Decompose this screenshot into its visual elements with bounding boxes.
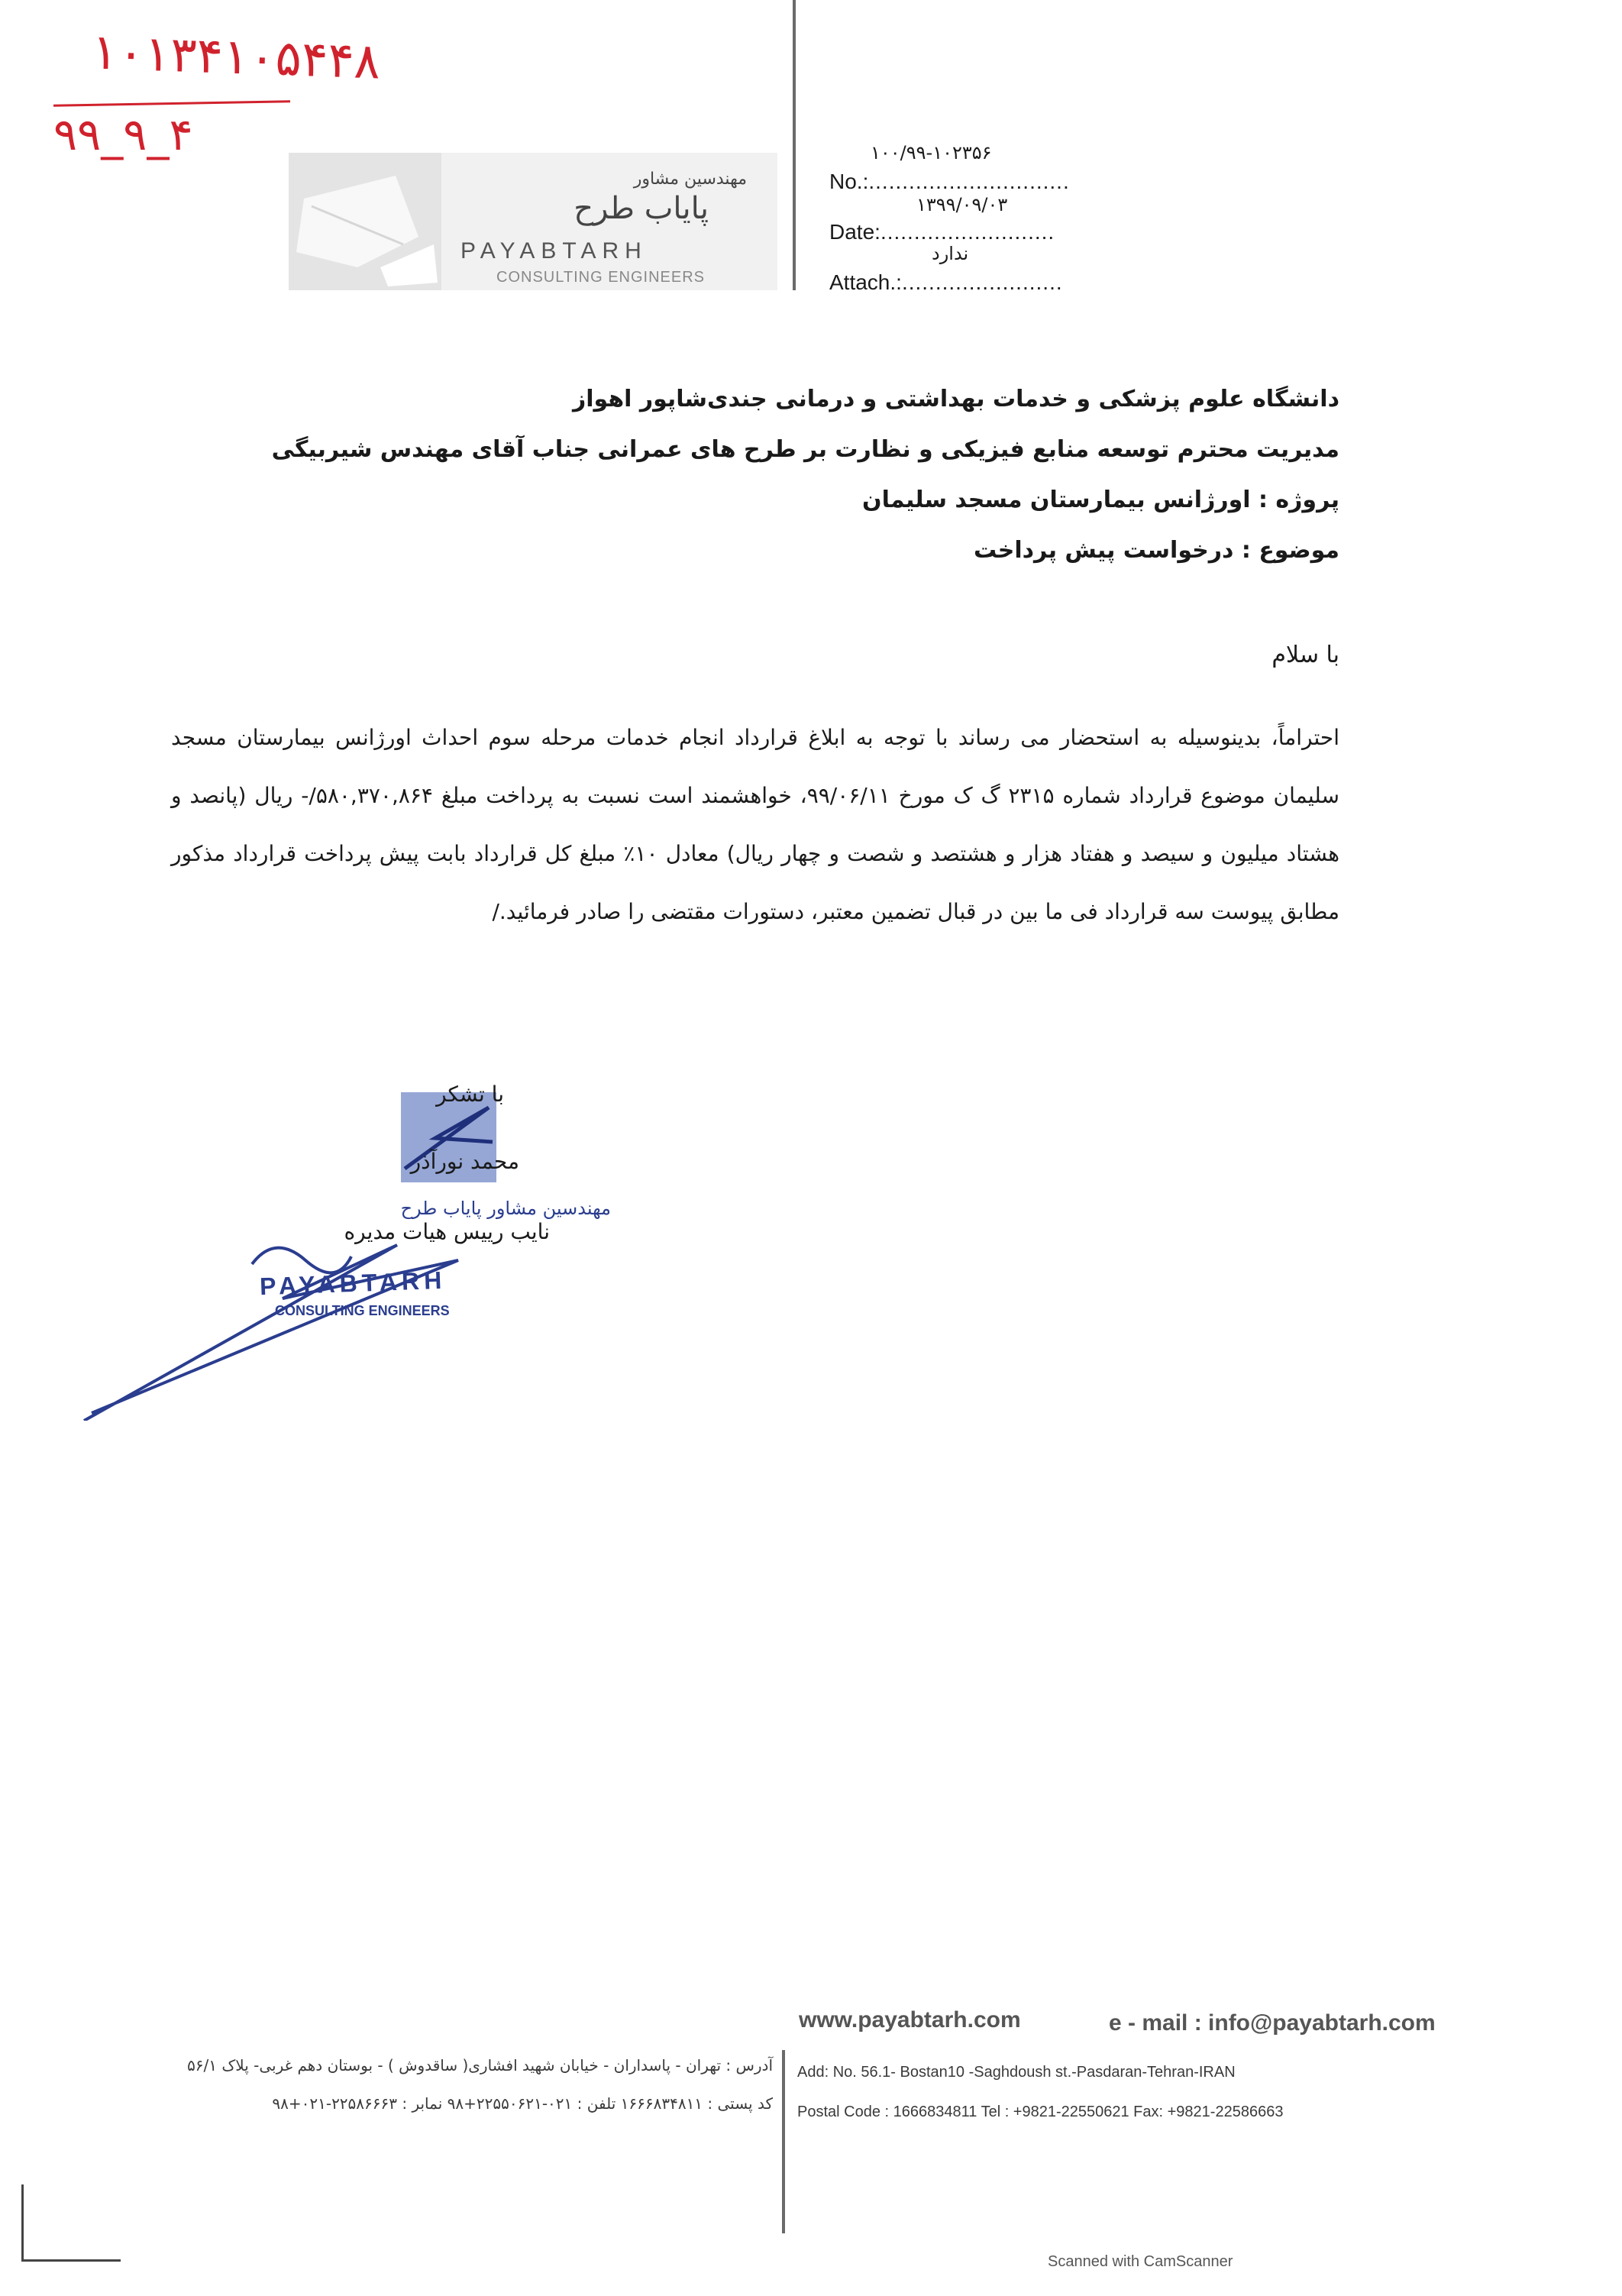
logo-graphic-icon bbox=[289, 153, 441, 290]
letter-number-label: No.:.............................. bbox=[829, 170, 1070, 193]
scanner-watermark: Scanned with CamScanner bbox=[1048, 2253, 1233, 2270]
footer-divider bbox=[782, 2050, 785, 2233]
letter-date-label: Date:.......................... bbox=[829, 220, 1055, 244]
signature-block bbox=[76, 1069, 611, 1421]
letterhead-fa-sub: مهندسین مشاور bbox=[633, 170, 747, 189]
handwritten-date: ۹۹_۹_۴ bbox=[53, 108, 193, 160]
recipient-org: دانشگاه علوم پزشکی و خدمات بهداشتی و درمانی جندی‌شاپور اهواز bbox=[572, 386, 1339, 412]
stamp-en-sub: CONSULTING ENGINEERS bbox=[275, 1303, 450, 1318]
footer-fa-address: آدرس : تهران - پاسداران - خیابان شهید افشاری( ساقدوش ) - بوستان دهم غربی- پلاک ۵۶/۱ bbox=[187, 2056, 773, 2074]
letter-body: احتراماً، بدینوسیله به استحضار می رساند با توجه به ابلاغ قرارداد انجام خدمات مرحله سوم احداث اورژانس بیمارستان مسجد سلیمان موضوع قرارداد شماره ۲۳۱۵ گ ک مورخ ۹۹/۰۶/۱۱، خواهشمند است نسبت به پرداخت مبلغ ۵۸۰,۳۷۰,۸۶۴/- ریال (پانصد و هشتاد میلیون و سیصد و هفتاد هزار و هشتصد و شصت و چهار ریال) معادل ۱۰٪ مبلغ کل قرارداد بابت پیش پرداخت قرارداد مذکور مطابق پیوست سه قرارداد فی ما بین در قبال تضمین معتبر، دستورات مقتضی را صادر فرمائید./ bbox=[171, 725, 1340, 924]
stamp-fa-text: مهندسین مشاور پایاب طرح bbox=[400, 1198, 611, 1219]
signatory-title: نایب رییس هیات مدیره bbox=[344, 1219, 550, 1244]
handwritten-underline bbox=[53, 100, 290, 106]
letterhead-fa-name: پایاب طرح bbox=[574, 191, 709, 226]
letter-date-value: ۱۳۹۹/۰۹/۰۳ bbox=[916, 194, 1008, 215]
footer-email: e - mail : info@payabtarh.com bbox=[1109, 2010, 1436, 2036]
page-edge-mark bbox=[21, 2184, 24, 2261]
signature-stamp-icon bbox=[76, 1069, 611, 1421]
handwritten-number: ۱۰۱۳۴۱۰۵۴۴۸ bbox=[90, 24, 382, 91]
letterhead-logo-block bbox=[289, 153, 777, 290]
stamp-en-name: PAYABTARH bbox=[259, 1266, 447, 1301]
header-divider bbox=[793, 0, 796, 290]
greeting: با سلام bbox=[1271, 642, 1339, 668]
footer-fa-contact: کد پستی : ۱۶۶۶۸۳۴۸۱۱ تلفن : ۰۲۱-۲۲۵۵۰۶۲۱+۹۸ نمابر : ۲۲۵۸۶۶۶۳-۰۲۱+۹۸ bbox=[272, 2094, 773, 2113]
signature-closing: با تشکر bbox=[436, 1082, 504, 1107]
recipient-department: مدیریت محترم توسعه منابع فیزیکی و نظارت بر طرح های عمرانی جناب آقای مهندس شیربیگی bbox=[271, 436, 1339, 463]
project-line: پروژه : اورژانس بیمارستان مسجد سلیمان bbox=[861, 487, 1339, 513]
letterhead-en-sub: CONSULTING ENGINEERS bbox=[496, 269, 705, 286]
footer-en-contact: Postal Code : 1666834811 Tel : +9821-22550621 Fax: +9821-22586663 bbox=[797, 2104, 1284, 2120]
footer-en-address: Add: No. 56.1- Bostan10 -Saghdoush st.-Pasdaran-Tehran-IRAN bbox=[797, 2064, 1236, 2081]
letter-attach-label: Attach.:........................ bbox=[829, 270, 1063, 294]
page-edge-mark-bottom bbox=[21, 2259, 121, 2262]
signatory-name: محمد نورآذر bbox=[410, 1149, 519, 1174]
recipient-block bbox=[194, 374, 1339, 576]
letter-number-value: ۱۰۰/۹۹-۱۰۲۳۵۶ bbox=[871, 142, 992, 163]
subject-line: موضوع : درخواست پیش پرداخت bbox=[974, 537, 1339, 564]
footer-website: www.payabtarh.com bbox=[799, 2007, 1021, 2032]
letterhead-en-name: PAYABTARH bbox=[460, 238, 648, 264]
letter-attach-value: ندارد bbox=[932, 243, 969, 264]
